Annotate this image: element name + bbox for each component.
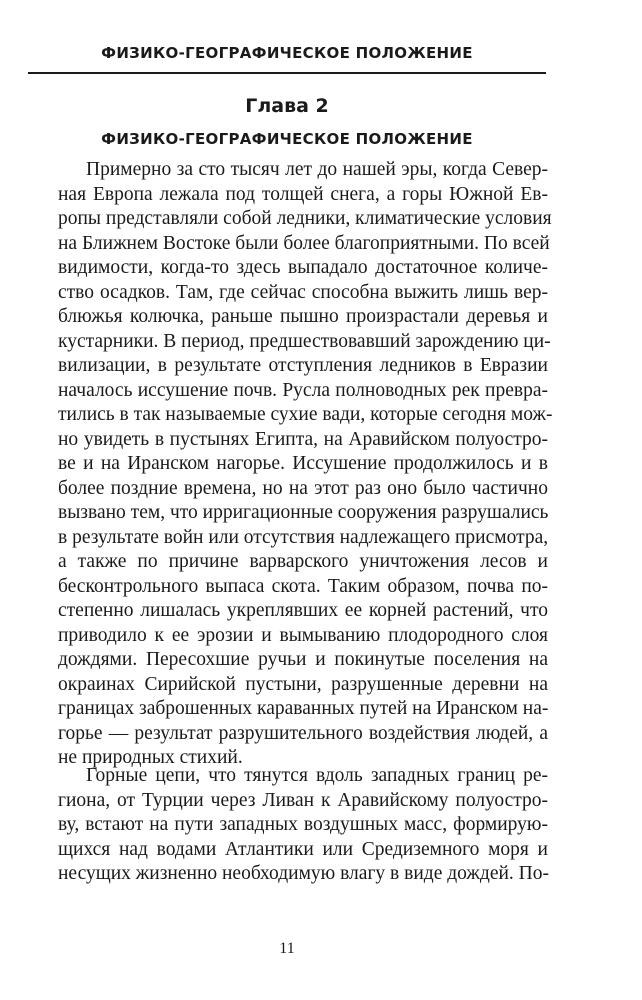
running-head: ФИЗИКО-ГЕОГРАФИЧЕСКОЕ ПОЛОЖЕНИЕ <box>101 44 473 62</box>
text-line: гиона, от Турции через Ливан к Аравийскому полуостро- <box>58 789 548 811</box>
text-line: несущих жизненно необходимую влагу в виде дождей. По- <box>58 863 549 884</box>
text-line: более поздние времена, но на этот раз оно было частично <box>58 477 548 499</box>
body-paragraph <box>58 158 553 771</box>
text-line: ву, встают на пути западных воздушных масс, формирую- <box>58 814 548 835</box>
text-line: приводило к ее эрозии и вымыванию плодородного слоя <box>58 624 548 646</box>
text-line: дождями. Пересохшие ручьи и покинутые поселения на <box>58 649 548 670</box>
text-line: Горные цепи, что тянутся вдоль западных границ ре- <box>86 765 548 786</box>
text-line: ная Европа лежала под толщей снега, а горы Южной Ев- <box>58 183 548 205</box>
header-rule <box>28 72 546 74</box>
text-line: ве и на Иранском нагорье. Иссушение продолжилось и в <box>58 453 548 474</box>
chapter-number: Глава 2 <box>245 95 329 117</box>
text-line: ропы представляли собой ледники, климатические условия <box>58 208 552 229</box>
chapter-title: ФИЗИКО-ГЕОГРАФИЧЕСКОЕ ПОЛОЖЕНИЕ <box>101 130 473 148</box>
text-line: бесконтрольного выпаса скота. Таким образом, почва по- <box>58 575 548 597</box>
text-line: кустарники. В период, предшествовавший зарождению ци- <box>58 330 551 352</box>
text-line: ство осадков. Там, где сейчас способна выжить лишь вер- <box>58 281 548 303</box>
text-line: видимости, когда-то здесь выпадало достаточное количе- <box>58 257 548 278</box>
page-number: 11 <box>279 940 295 957</box>
text-line: началось иссушение почв. Русла полноводных рек превра- <box>58 379 548 401</box>
text-line: вилизации, в результате отступления ледников в Евразии <box>58 355 548 376</box>
text-line: окраинах Сирийской пустыни, разрушенные деревни на <box>58 673 548 695</box>
text-line: не природных стихий. <box>58 747 243 768</box>
text-line: щихся над водами Атлантики или Средиземного моря и <box>58 838 548 860</box>
text-line: степенно лишалась укреплявших ее корней растений, что <box>58 600 548 621</box>
body-paragraph <box>58 764 548 887</box>
text-line: на Ближнем Востоке были более благоприятными. По всей <box>58 232 550 254</box>
text-line: Примерно за сто тысяч лет до нашей эры, когда Север- <box>86 159 548 180</box>
text-line: а также по причине варварского уничтожения лесов и <box>58 551 548 572</box>
text-line: но увидеть в пустынях Египта, на Аравийском полуостро- <box>58 428 548 450</box>
text-line: вызвано тем, что ирригационные сооружения разрушались <box>58 502 549 523</box>
text-line: границах заброшенных караванных путей на Иранском на- <box>58 698 549 719</box>
text-line: тились в так называемые сухие вади, которые сегодня мож- <box>58 404 553 425</box>
text-line: блюжья колючка, раньше пышно произрастали деревья и <box>58 306 548 327</box>
text-line: горье — результат разрушительного воздействия людей, а <box>58 722 548 744</box>
text-line: в результате войн или отсутствия надлежащего присмотра, <box>58 526 549 548</box>
